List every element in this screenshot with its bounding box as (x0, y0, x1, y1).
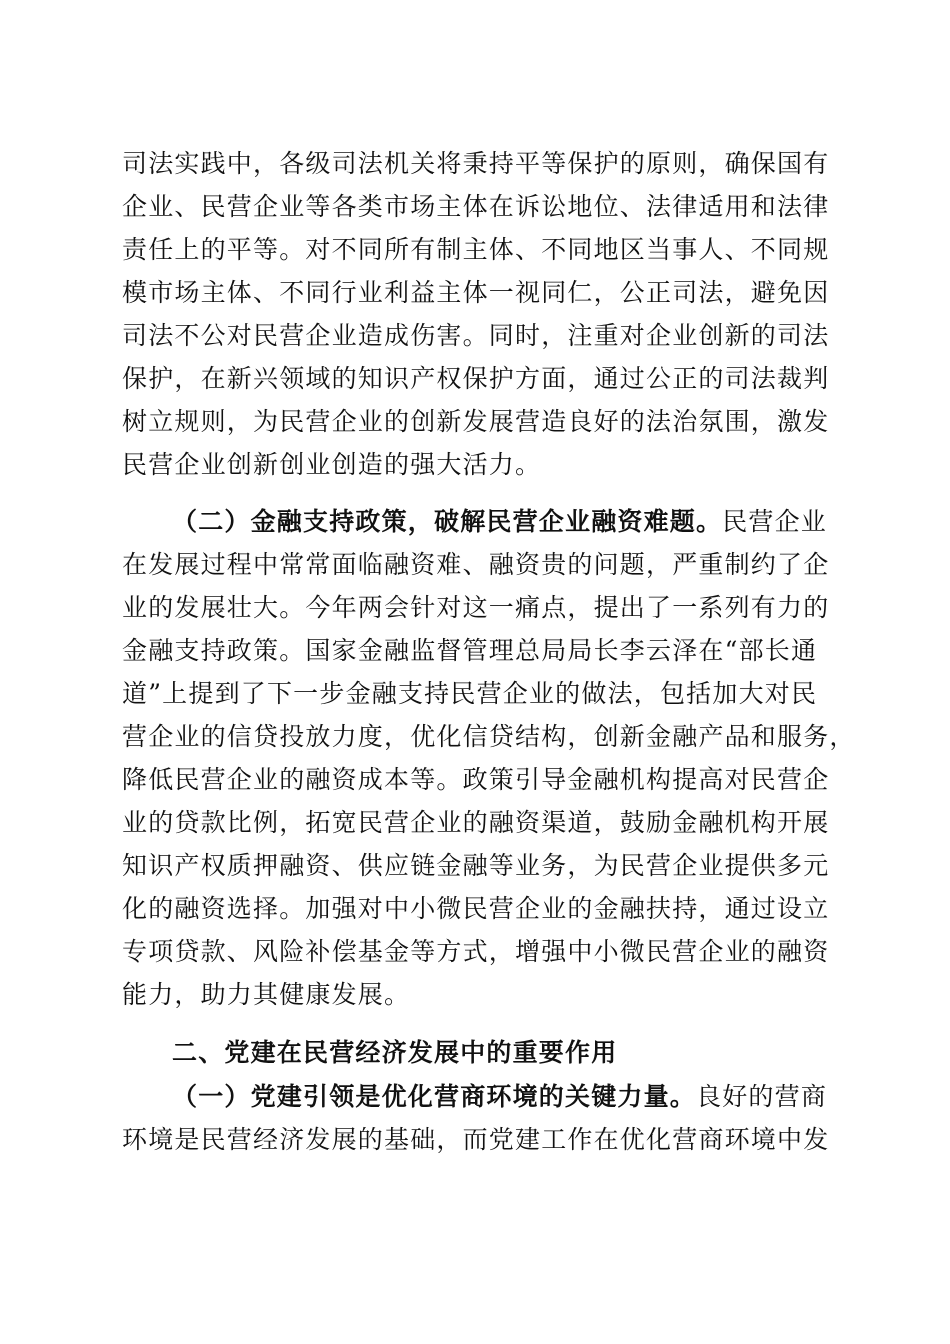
body-text-line: 降低民营企业的融资成本等。政策引导金融机构提高对民营企 (122, 765, 830, 794)
section-heading: 二、党建在民营经济发展中的重要作用 (172, 1038, 618, 1067)
body-text: 良好的营商 (696, 1082, 828, 1111)
body-text-line: 能力，助力其健康发展。 (122, 980, 411, 1009)
body-text-line: 业的贷款比例，拓宽民营企业的融资渠道，鼓励金融机构开展 (122, 808, 830, 837)
subsection-heading: （二）金融支持政策，破解民营企业融资难题。 (172, 507, 723, 536)
body-text-line: 环境是民营经济发展的基础，而党建工作在优化营商环境中发 (122, 1125, 830, 1154)
body-text-line: 责任上的平等。对不同所有制主体、不同地区当事人、不同规 (122, 235, 830, 264)
body-text-line: 专项贷款、风险补偿基金等方式，增强中小微民营企业的融资 (122, 937, 830, 966)
paragraph-first-line (172, 1077, 827, 1117)
body-text-line: 知识产权质押融资、供应链金融等业务，为民营企业提供多元 (122, 851, 830, 880)
body-text-line: 道”上提到了下一步金融支持民营企业的做法，包括加大对民 (122, 679, 818, 708)
body-text-line: 模市场主体、不同行业利益主体一视同仁，公正司法，避免因 (122, 278, 830, 307)
body-text-line: 民营企业创新创业创造的强大活力。 (122, 450, 542, 479)
body-text-line: 树立规则，为民营企业的创新发展营造良好的法治氛围，激发 (122, 407, 830, 436)
subsection-heading: （一）党建引领是优化营商环境的关键力量。 (172, 1082, 697, 1111)
body-text: 民营企业 (722, 507, 828, 536)
body-text-line: 化的融资选择。加强对中小微民营企业的金融扶持，通过设立 (122, 894, 830, 923)
body-text-line: 保护，在新兴领域的知识产权保护方面，通过公正的司法裁判 (122, 364, 830, 393)
body-text-line: 业的发展壮大。今年两会针对这一痛点，提出了一系列有力的 (122, 593, 830, 622)
body-text-line: 在发展过程中常常面临融资难、融资贵的问题，严重制约了企 (122, 550, 830, 579)
body-text-line: 司法不公对民营企业造成伤害。同时，注重对企业创新的司法 (122, 321, 830, 350)
body-text-line: 金融支持政策。国家金融监督管理总局局长李云泽在“部长通 (122, 636, 818, 665)
body-text-line: 企业、民营企业等各类市场主体在诉讼地位、法律适用和法律 (122, 192, 830, 221)
body-text-line: 司法实践中，各级司法机关将秉持平等保护的原则，确保国有 (122, 149, 830, 178)
paragraph-first-line (172, 502, 827, 542)
body-text-line: 营企业的信贷投放力度，优化信贷结构，创新金融产品和服务， (122, 722, 856, 751)
